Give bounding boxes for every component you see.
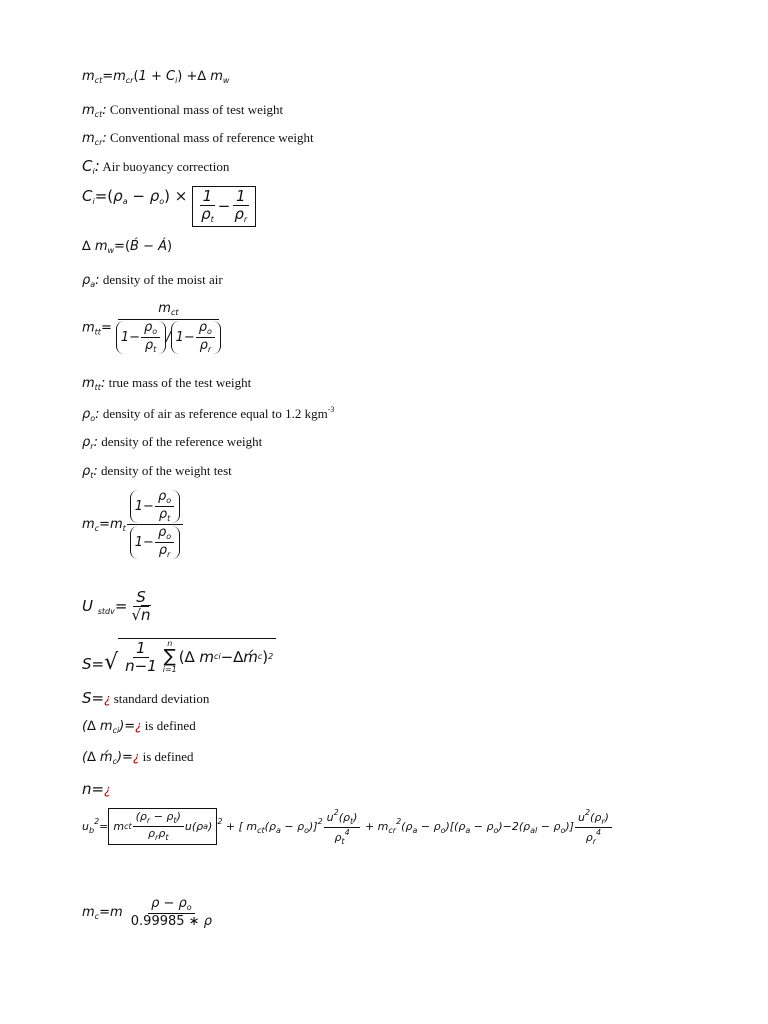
def-m-ct: $m_{ct}$: Conventional mass of test weight	[82, 102, 284, 119]
equation-mass-correction: $m_c=m_t$ 1− $\rho_o$ $\rho_t$ 1− $\rho_o$ $\rho_r$	[82, 490, 184, 559]
def-m-tt: $m_{tt}$: true mass of the test weight	[82, 375, 252, 392]
def-c-i: $C_i$: Air buoyancy correction	[82, 157, 230, 176]
equation-conventional-mass: $m_{ct}=m_{cr}(1 + C_i)$ +∆ $m_w$	[82, 69, 230, 85]
def-rho-r: $\rho_r$: density of the reference weight	[82, 434, 263, 451]
def-delta-m-c: (∆ ḿ$_c$)=¿ is defined	[82, 749, 194, 766]
def-rho-o: $\rho_o$: density of air as reference equal to 1.2 kgm$^{-3}$	[82, 405, 335, 423]
def-n: n=¿	[82, 780, 111, 798]
equation-mass-density: $m_c=m$ $\frac{\rho - \rho_o}{0.99985 ∗ \rho}$	[82, 896, 212, 929]
def-delta-m-ci: (∆ $m_{ci})=¿$ is defined	[82, 718, 196, 735]
equation-true-mass: $m_{tt}=$ $m_{ct}$ 1− $\rho_o$ $\rho_t$ / 1− $\rho_o$ $\rho_r$	[82, 302, 225, 354]
equation-combined-uncertainty: $u_b^2= m$ ct $(\rho_r - \rho_t)$ $\rho_r\rho_t$ u(ρ a ) $^2$ + [ $m_{ct}(\rho_a - \rho_o)]^2$ $\frac{u^2(\rho_t)}{\rho_t^4}$ + $m_{cr}^2(\rho_a - \rho_o)[(\rho_a - \rho_o)-2(\rho_{al} - \rho_o)]$ $\frac{u^2(\rho_r)}{\rho_r^4}$	[82, 808, 613, 846]
def-rho-t: $\rho_t$: density of the weight test	[82, 463, 232, 480]
def-m-cr: $m_{cr}$: Conventional mass of reference weight	[82, 130, 314, 147]
def-s: S=¿ standard deviation	[82, 689, 210, 707]
equation-air-buoyancy: $C_i=(\rho_a - \rho_o)$ × 1 $\rho_t$ − 1 $\rho_r$	[82, 186, 256, 227]
equation-standard-uncertainty: U $_{stdv}$= $\frac{S}{√n}$	[82, 588, 151, 624]
def-rho-a: $\rho_a$: density of the moist air	[82, 272, 223, 289]
equation-delta-mw: ∆ $m_w=(B́$ − Á)	[82, 239, 173, 255]
equation-standard-deviation: S= √ 1 n−1 n ∑ i=1 ( ∆ m ci −∆ḿ c ) 2	[82, 638, 276, 674]
